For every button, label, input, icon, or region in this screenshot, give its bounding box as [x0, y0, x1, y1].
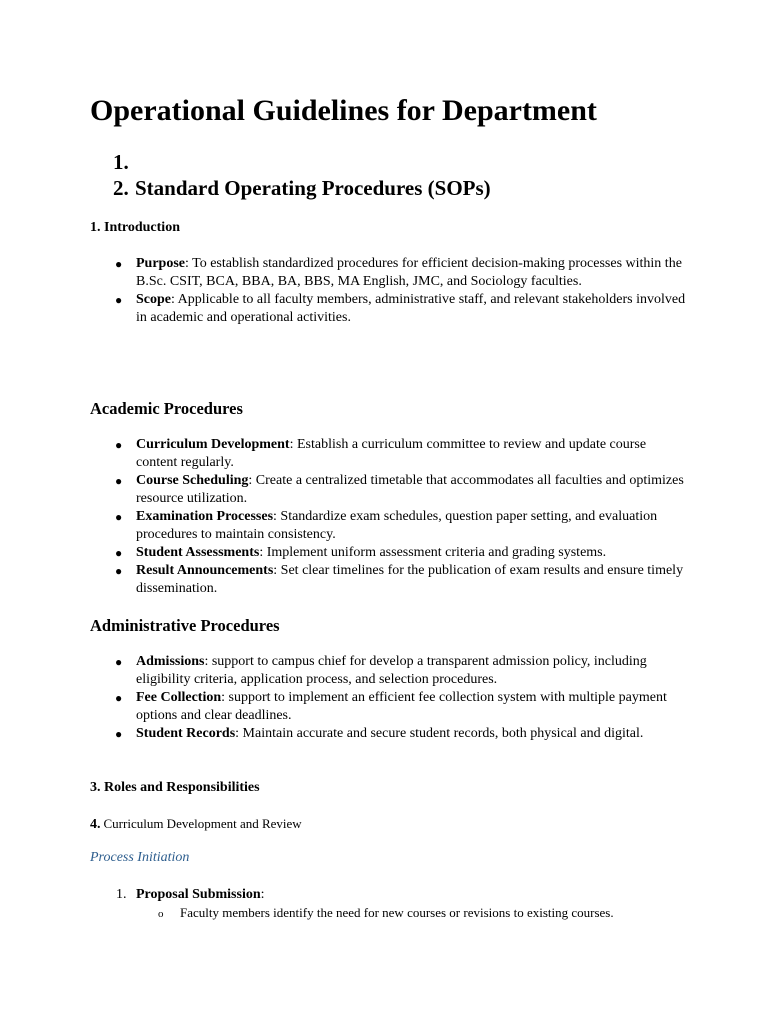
item-text: : Create a centralized timetable that accommodates all faculties and optimizes resource utilization.	[136, 473, 684, 506]
item-text: : Establish a curriculum committee to review and update course content regularly.	[136, 437, 647, 470]
list-item	[90, 255, 690, 291]
proposal-sub-item	[158, 904, 614, 923]
bullet-icon: ●	[115, 727, 123, 741]
bullet-icon: ●	[115, 293, 123, 307]
bullet-icon: ●	[115, 655, 123, 669]
bullet-icon: ●	[115, 510, 123, 524]
list-item	[90, 472, 690, 508]
item-term: Fee Collection	[136, 690, 222, 705]
section-number: 4.	[90, 817, 101, 832]
list-item	[90, 653, 690, 689]
introduction-list	[90, 255, 690, 327]
bullet-icon: ●	[115, 438, 123, 452]
heading-text: Standard Operating Procedures (SOPs)	[135, 176, 491, 200]
list-item	[90, 562, 690, 598]
list-item	[90, 544, 690, 562]
list-item	[90, 689, 690, 725]
item-text: : support to implement an efficient fee collection system with multiple payment options and clear deadlines.	[136, 690, 667, 723]
item-term: Student Assessments	[136, 545, 260, 560]
item-text: : Standardize exam schedules, question paper setting, and evaluation procedures to maintain consistency.	[136, 509, 658, 542]
curriculum-review-line	[90, 815, 302, 834]
item-text: : Applicable to all faculty members, administrative staff, and relevant stakeholders involved in academic and operational activities.	[136, 292, 686, 325]
numbered-heading-2	[113, 174, 491, 202]
academic-heading: Academic Procedures	[90, 399, 243, 418]
item-suffix: :	[260, 887, 265, 902]
administrative-heading: Administrative Procedures	[90, 616, 280, 635]
heading-number: 1.	[113, 150, 129, 174]
item-text: : Set clear timelines for the publication of exam results and ensure timely dissemination.	[136, 563, 684, 596]
item-term: Proposal Submission	[136, 887, 261, 902]
list-item	[90, 725, 690, 743]
item-term: Curriculum Development	[136, 437, 290, 452]
roles-heading: 3. Roles and Responsibilities	[90, 780, 260, 795]
list-item	[90, 508, 690, 544]
bullet-icon: ●	[115, 257, 123, 271]
item-text: : To establish standardized procedures for efficient decision-making processes within the B.Sc. CSIT, BCA, BBA, BA, BBS, MA English, JMC, and Sociology faculties.	[136, 256, 682, 289]
bullet-icon: ●	[115, 564, 123, 578]
sub-item-text: Faculty members identify the need for new courses or revisions to existing courses.	[180, 905, 614, 920]
item-text: : Implement uniform assessment criteria and grading systems.	[259, 545, 607, 560]
introduction-heading: 1. Introduction	[90, 220, 180, 235]
proposal-item	[116, 886, 265, 904]
process-initiation-heading: Process Initiation	[90, 850, 190, 865]
item-term: Course Scheduling	[136, 473, 249, 488]
item-text: : Maintain accurate and secure student records, both physical and digital.	[235, 726, 644, 741]
document-title: Operational Guidelines for Department	[90, 94, 597, 127]
item-term: Result Announcements	[136, 563, 274, 578]
item-text: : support to campus chief for develop a transparent admission policy, including eligibility criteria, application process, and selection procedures.	[136, 654, 647, 687]
item-number: 1.	[116, 887, 127, 902]
bullet-icon: ●	[115, 691, 123, 705]
item-term: Scope	[136, 292, 171, 307]
bullet-icon: ●	[115, 546, 123, 560]
section-text: Curriculum Development and Review	[103, 816, 302, 831]
heading-number: 2.	[113, 176, 129, 200]
circle-bullet-icon: o	[158, 908, 164, 920]
academic-list	[90, 436, 690, 598]
item-term: Purpose	[136, 256, 185, 271]
administrative-list	[90, 653, 690, 743]
item-term: Examination Processes	[136, 509, 274, 524]
item-term: Student Records	[136, 726, 236, 741]
list-item	[90, 291, 690, 327]
list-item	[90, 436, 690, 472]
numbered-heading-1	[113, 148, 135, 176]
item-term: Admissions	[136, 654, 205, 669]
bullet-icon: ●	[115, 474, 123, 488]
